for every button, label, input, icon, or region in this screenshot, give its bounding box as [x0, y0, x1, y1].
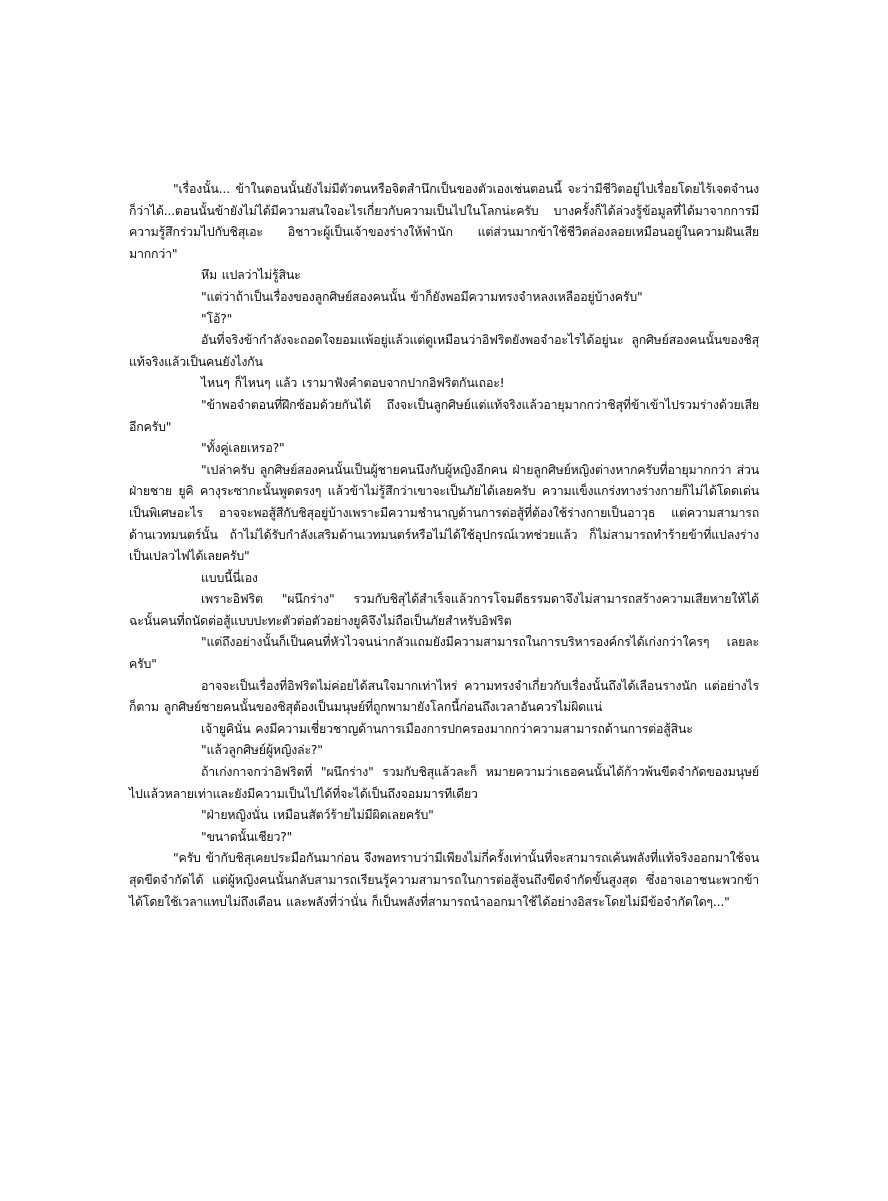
paragraph: "เปล่าครับ ลูกศิษย์สองคนนั้นเป็นผู้ชายคนนึงกับผู้หญิงอีกคน ฝ่ายลูกศิษย์หญิงต่างหากครับที่อายุมากกว่า ส่วนฝ่ายชาย ยูคิ คางุระซากะนั้นพูดตรงๆ แล้วข้าไม่รู้สึกว่าเขาจะเป็นภัยได้เลยครับ ความแข็งแกร่งทางร่างกายก็ไม่ได้โดดเด่นเป็นพิเศษอะไร อาจจะพอสู้สีกับชิสุอยู่บ้างเพราะมีความชำนาญด้านการต่อสู้ที่ต้องใช้ร่างกายเป็นอาวุธ แต่ความสามารถด้านเวทมนตร์นั้น ถ้าไม่ได้รับกำลังเสริมด้านเวทมนตร์หรือไม่ได้ใช้อุปกรณ์เวทช่วยแล้ว ก็ไม่สามารถทำร้ายข้าที่แปลงร่างเป็นเปลวไฟได้เลยครับ" — [129, 461, 759, 564]
paragraph: แบบนี้นี่เอง — [201, 569, 258, 585]
paragraph: "ฝ่ายหญิงนั่น เหมือนสัตว์ร้ายไม่มีผิดเลยครับ" — [201, 807, 434, 823]
paragraph: "ข้าพอจำตอนที่ฝึกซ้อมด้วยกันได้ ถึงจะเป็นลูกศิษย์แต่แท้จริงแล้วอายุมากกว่าชิสุที่ข้าเข้าไปรวมร่างด้วยเสียอีกครับ" — [129, 396, 759, 434]
paragraph: อันที่จริงข้ากำลังจะถอดใจยอมแพ้อยู่แล้วแต่ดูเหมือนว่าอิฟริตยังพอจำอะไรได้อยู่นะ ลูกศิษย์สองคนนั้นของชิสุแท้จริงแล้วเป็นคนยังไงกัน — [129, 332, 759, 369]
paragraph: "แต่ถึงอย่างนั้นก็เป็นคนที่หัวไวจนน่ากลัวแถมยังมีความสามารถในการบริหารองค์กรได้เก่งกว่าใครๆ เลยละครับ" — [129, 634, 759, 672]
paragraph: "ครับ ข้ากับชิสุเคยประมือกันมาก่อน จึงพอทราบว่ามีเพียงไม่กี่ครั้งเท่านั้นที่จะสามารถเค้นพลังที่แท้จริงออกมาใช้จนสุดขีดจำกัดได้ แต่ผู้หญิงคนนั้นกลับสามารถเรียนรู้ความสามารถในการต่อสู้จนถึงขีดจำกัดขั้นสูงสุด ซึ่งอาจเอาชนะพวกข้าได้โดยใช้เวลาแทบไม่ถึงเดือน และพลังที่ว่านั่น ก็เป็นพลังที่สามารถนำออกมาใช้ได้อย่างอิสระโดยไม่มีข้อจำกัดใดๆ..." — [129, 850, 759, 909]
paragraph: "แล้วลูกศิษย์ผู้หญิงล่ะ?" — [201, 742, 323, 758]
paragraph: "โอ้?" — [201, 310, 233, 326]
paragraph: ถ้าเก่งกาจกว่าอิฟริตที่ "ผนึกร่าง" รวมกับชิสุแล้วละก็ หมายความว่าเธอคนนั้นได้ก้าวพ้นขีดจำกัดของมนุษย์ไปแล้วหลายเท่าและยังมีความเป็นไปได้ที่จะได้เป็นถึงจอมมารทีเดียว — [129, 764, 759, 801]
paragraph: "ขนาดนั้นเชียว?" — [201, 828, 293, 844]
paragraph: เพราะอิฟริต "ผนึกร่าง" รวมกับชิสุได้สำเร็จแล้วการโจมตีธรรมดาจึงไม่สามารถสร้างความเสียหายให้ได้ ฉะนั้นคนที่ถนัดต่อสู้แบบปะทะตัวต่อตัวอย่างยูคิจึงไม่ถือเป็นภัยสำหรับอิฟริต — [129, 591, 759, 628]
paragraph: อาจจะเป็นเรื่องที่อิฟริตไม่ค่อยได้สนใจมากเท่าไหร่ ความทรงจำเกี่ยวกับเรื่องนั้นถึงได้เลือนรางนัก แต่อย่างไรก็ตาม ลูกศิษย์ชายคนนั้นของชิสุต้องเป็นมนุษย์ที่ถูกพามายังโลกนี้ก่อนถึงเวลาอันควรไม่ผิดแน่ — [129, 677, 759, 715]
document-page — [129, 178, 759, 912]
paragraph: "เรื่องนั้น... ข้าในตอนนั้นยังไม่มีตัวตนหรือจิตสำนึกเป็นของตัวเองเช่นตอนนี้ จะว่ามีชีวิตอยู่ไปเรื่อยโดยไร้เจตจำนงก็ว่าได้...ตอนนั้นข้ายังไม่ได้มีความสนใจอะไรเกี่ยวกับความเป็นไปในโลกน่ะครับ บางครั้งก็ได้ล่วงรู้ข้อมูลที่ได้มาจากการมีความรู้สึกร่วมไปกับชิสุเอะ อิชาวะผู้เป็นเจ้าของร่างให้พำนัก แต่ส่วนมากข้าใช้ชีวิตล่องลอยเหมือนอยู่ในความฝันเสียมากกว่า" — [129, 181, 759, 261]
paragraph: "แต่ว่าถ้าเป็นเรื่องของลูกศิษย์สองคนนั้น ข้าก็ยังพอมีความทรงจำหลงเหลืออยู่บ้างครับ" — [201, 288, 643, 304]
paragraph: ไหนๆ ก็ไหนๆ แล้ว เรามาฟังคำตอบจากปากอิฟริตกันเถอะ! — [201, 375, 505, 391]
paragraph: "ทั้งคู่เลยเหรอ?" — [201, 440, 285, 456]
paragraph: หึม แปลว่าไม่รู้สินะ — [201, 267, 301, 283]
paragraph: เจ้ายูคินั่น คงมีความเชี่ยวชาญด้านการเมืองการปกครองมากกว่าความสามารถด้านการต่อสู้สินะ — [201, 720, 693, 736]
